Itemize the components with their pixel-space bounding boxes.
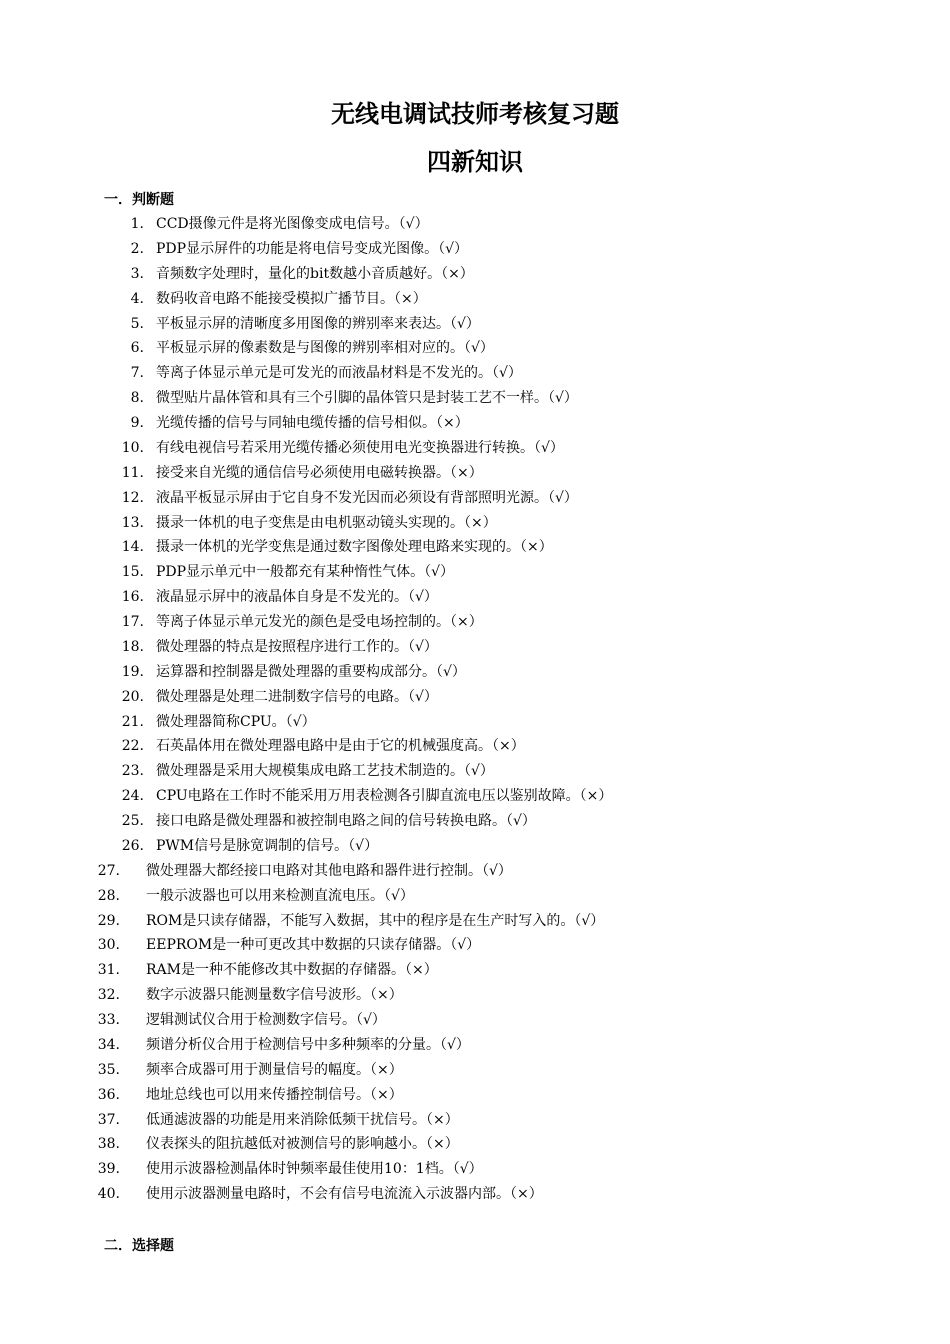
question-item xyxy=(0,933,950,958)
question-item xyxy=(0,287,950,312)
question-item xyxy=(0,859,950,884)
question-item xyxy=(0,610,950,635)
question-item xyxy=(0,660,950,685)
question-number: 34. xyxy=(97,1036,120,1053)
question-text: 微处理器是处理二进制数字信号的电路。（√） xyxy=(156,688,438,705)
question-item xyxy=(0,486,950,511)
question-item xyxy=(0,1008,950,1033)
question-text: 石英晶体用在微处理器电路中是由于它的机械强度高。（×） xyxy=(156,738,525,755)
question-number: 11. xyxy=(121,464,144,481)
question-number: 21. xyxy=(121,713,144,730)
question-item xyxy=(0,909,950,934)
question-text: 平板显示屏的像素数是与图像的辨别率相对应的。（√） xyxy=(156,340,494,357)
question-number: 10. xyxy=(121,439,144,456)
question-text: 微处理器是采用大规模集成电路工艺技术制造的。（√） xyxy=(156,763,494,780)
question-text: 等离子体显示单元是可发光的而液晶材料是不发光的。（√） xyxy=(156,365,522,382)
question-text: PDP显示屏件的功能是将电信号变成光图像。（√） xyxy=(156,240,468,257)
question-item xyxy=(0,436,950,461)
question-number: 30. xyxy=(97,937,120,954)
question-number: 4. xyxy=(130,290,144,307)
question-text: 微型贴片晶体管和具有三个引脚的晶体管只是封装工艺不一样。（√） xyxy=(156,390,578,407)
question-item xyxy=(0,461,950,486)
question-number: 39. xyxy=(97,1161,120,1178)
question-text: 液晶显示屏中的液晶体自身是不发光的。（√） xyxy=(156,589,438,606)
question-item xyxy=(0,1132,950,1157)
question-text: 微处理器大都经接口电路对其他电路和器件进行控制。（√） xyxy=(146,862,512,879)
question-item xyxy=(0,1058,950,1083)
question-item xyxy=(0,336,950,361)
question-text: 微处理器的特点是按照程序进行工作的。（√） xyxy=(156,638,438,655)
question-number: 31. xyxy=(97,962,120,979)
question-number: 27. xyxy=(97,862,120,879)
question-text: 数字示波器只能测量数字信号波形。（×） xyxy=(146,987,403,1004)
question-number: 25. xyxy=(121,813,144,829)
question-item xyxy=(0,1182,950,1207)
question-number: 19. xyxy=(121,663,144,680)
question-text: 音频数字处理时，量化的bit数越小音质越好。（×） xyxy=(156,265,474,282)
question-item xyxy=(0,585,950,610)
question-item xyxy=(0,958,950,983)
question-text: CPU电路在工作时不能采用万用表检测各引脚直流电压以鉴别故障。（×） xyxy=(156,788,613,805)
question-number: 12. xyxy=(121,489,144,506)
question-text: 接受来自光缆的通信信号必须使用电磁转换器。（×） xyxy=(156,464,483,481)
question-item xyxy=(0,710,950,735)
question-item xyxy=(0,1083,950,1108)
question-number: 9. xyxy=(130,415,144,431)
question-text: 光缆传播的信号与同轴电缆传播的信号相似。（×） xyxy=(156,415,469,431)
question-number: 40. xyxy=(97,1186,120,1203)
question-number: 5. xyxy=(130,315,144,332)
question-number: 14. xyxy=(121,539,144,556)
question-number: 2. xyxy=(130,240,144,257)
question-item xyxy=(0,237,950,262)
question-text: PWM信号是脉宽调制的信号。（√） xyxy=(156,837,379,854)
question-item xyxy=(0,1157,950,1182)
question-text: 使用示波器检测晶体时钟频率最佳使用10：1档。（√） xyxy=(146,1161,483,1178)
question-item xyxy=(0,560,950,585)
question-text: 一般示波器也可以用来检测直流电压。（√） xyxy=(146,887,414,904)
question-item xyxy=(0,734,950,759)
question-number: 15. xyxy=(121,564,144,581)
question-item xyxy=(0,1108,950,1133)
question-item xyxy=(0,361,950,386)
question-text: 使用示波器测量电路时，不会有信号电流流入示波器内部。（×） xyxy=(146,1186,543,1203)
question-number: 3. xyxy=(130,265,144,282)
question-text: 有线电视信号若采用光缆传播必须使用电光变换器进行转换。（√） xyxy=(156,439,564,456)
question-number: 28. xyxy=(97,887,120,904)
question-number: 22. xyxy=(121,738,144,755)
question-item xyxy=(0,1033,950,1058)
question-text: EEPROM是一种可更改其中数据的只读存储器。（√） xyxy=(146,937,481,954)
section-heading-multiple-choice: 二．选择题 xyxy=(104,1238,174,1254)
question-list xyxy=(0,212,950,1207)
question-number: 38. xyxy=(97,1136,120,1153)
question-item xyxy=(0,535,950,560)
question-text: 仪表探头的阻抗越低对被测信号的影响越小。（×） xyxy=(146,1136,459,1153)
question-number: 26. xyxy=(121,837,144,854)
question-number: 18. xyxy=(121,638,144,655)
question-text: 频率合成器可用于测量信号的幅度。（×） xyxy=(146,1061,403,1078)
question-number: 7. xyxy=(130,365,144,382)
question-number: 33. xyxy=(97,1012,120,1028)
question-number: 24. xyxy=(121,788,144,805)
question-item xyxy=(0,834,950,859)
question-text: ROM是只读存储器，不能写入数据，其中的程序是在生产时写入的。（√） xyxy=(146,912,605,929)
question-number: 17. xyxy=(121,614,144,630)
question-item xyxy=(0,685,950,710)
question-text: CCD摄像元件是将光图像变成电信号。（√） xyxy=(156,216,429,232)
question-item xyxy=(0,784,950,809)
question-text: 平板显示屏的清晰度多用图像的辨别率来表达。（√） xyxy=(156,315,480,332)
question-number: 6. xyxy=(130,340,144,357)
question-number: 32. xyxy=(97,987,120,1004)
question-item xyxy=(0,312,950,337)
question-text: 频谱分析仪合用于检测信号中多种频率的分量。（√） xyxy=(146,1036,470,1053)
question-item xyxy=(0,212,950,237)
question-text: 数码收音电路不能接受模拟广播节目。（×） xyxy=(156,290,427,307)
question-text: RAM是一种不能修改其中数据的存储器。（×） xyxy=(146,962,438,979)
question-number: 37. xyxy=(97,1111,120,1128)
question-text: 摄录一体机的电子变焦是由电机驱动镜头实现的。（×） xyxy=(156,514,497,531)
question-number: 16. xyxy=(121,589,144,606)
page-title: 无线电调试技师考核复习题 xyxy=(331,100,619,128)
question-number: 20. xyxy=(121,688,144,705)
question-item xyxy=(0,411,950,436)
question-item xyxy=(0,511,950,536)
question-number: 29. xyxy=(97,912,120,929)
question-text: 微处理器简称CPU。（√） xyxy=(156,713,316,730)
question-text: 逻辑测试仪合用于检测数字信号。（√） xyxy=(146,1012,386,1028)
question-item xyxy=(0,884,950,909)
question-number: 1. xyxy=(130,216,144,232)
question-item xyxy=(0,386,950,411)
question-text: 低通滤波器的功能是用来消除低频干扰信号。（×） xyxy=(146,1111,459,1128)
question-text: 液晶平板显示屏由于它自身不发光因而必须设有背部照明光源。（√） xyxy=(156,489,578,506)
page-subtitle: 四新知识 xyxy=(427,148,523,176)
question-item xyxy=(0,635,950,660)
question-text: 接口电路是微处理器和被控制电路之间的信号转换电路。（√） xyxy=(156,813,536,829)
question-number: 35. xyxy=(97,1061,120,1078)
question-item xyxy=(0,262,950,287)
question-text: 等离子体显示单元发光的颜色是受电场控制的。（×） xyxy=(156,614,483,630)
section-heading-true-false: 一．判断题 xyxy=(104,192,174,208)
question-text: 运算器和控制器是微处理器的重要构成部分。（√） xyxy=(156,663,466,680)
question-text: 摄录一体机的光学变焦是通过数字图像处理电路来实现的。（×） xyxy=(156,539,553,556)
question-number: 23. xyxy=(121,763,144,780)
question-text: PDP显示单元中一般都充有某种惰性气体。（√） xyxy=(156,564,454,581)
question-number: 36. xyxy=(97,1086,120,1103)
question-number: 8. xyxy=(130,390,144,407)
question-number: 13. xyxy=(121,514,144,531)
question-item xyxy=(0,983,950,1008)
question-item xyxy=(0,759,950,784)
question-text: 地址总线也可以用来传播控制信号。（×） xyxy=(146,1086,403,1103)
question-item xyxy=(0,809,950,834)
